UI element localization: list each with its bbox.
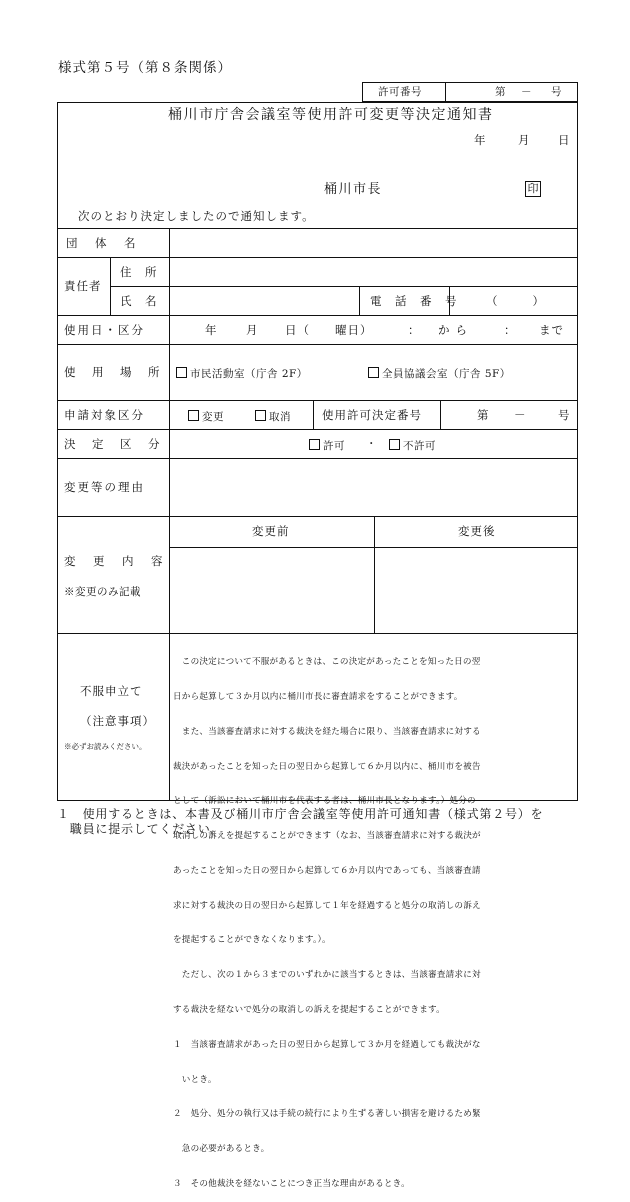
permit-number-dai: 第: [495, 86, 506, 98]
place-label: 使 用 場 所: [64, 365, 162, 379]
use-date-weekday[interactable]: 曜日）: [335, 323, 373, 337]
note-line: 裁決があったことを知った日の翌日から起算して６か月以内に、桶川市を被告: [173, 761, 481, 772]
responsible-label: 責任者: [64, 279, 102, 293]
checkbox-icon: [389, 439, 400, 450]
permit-number-label: 許可番号: [378, 86, 422, 98]
date-month: 月: [518, 133, 531, 147]
use-date-day[interactable]: 日（: [285, 323, 310, 337]
objection-caution: （注意事項）: [80, 714, 155, 728]
before-header: 変更前: [252, 524, 290, 538]
phone-field[interactable]: （ ）: [486, 294, 548, 308]
phone-label: 電 話 番 号: [370, 294, 458, 308]
address-label: 住 所: [120, 265, 158, 279]
use-time-to-colon[interactable]: ：: [504, 323, 517, 337]
decision-option-reject[interactable]: 不許可: [389, 439, 436, 452]
decision-number-dash: －: [514, 408, 527, 422]
note-line: いとき。: [173, 1074, 217, 1085]
decision-option-permit[interactable]: 許可: [309, 439, 345, 452]
decision-label: 決 定 区 分: [64, 437, 162, 451]
change-content-note: ※変更のみ記載: [64, 586, 141, 598]
note-line: また、当該審査請求に対する裁決を経た場合に限り、当該審査請求に対する: [173, 726, 481, 737]
note-line: ただし、次の１から３までのいずれかに該当するときは、当該審査請求に対: [173, 970, 481, 981]
reason-field[interactable]: [172, 460, 575, 514]
form-number: 様式第５号（第８条関係）: [58, 60, 232, 76]
note-line: ２ 処分、処分の執行又は手続の続行により生ずる著しい損害を避けるため緊: [173, 1109, 481, 1120]
decision-number-go: 号: [558, 408, 571, 422]
objection-must-read: ※必ずお読みください。: [64, 742, 147, 751]
checkbox-icon: [255, 410, 266, 421]
checkbox-icon: [188, 410, 199, 421]
note-line: あったことを知った日の翌日から起算して６か月以内であっても、当該審査請: [173, 865, 481, 876]
checkbox-icon: [368, 367, 379, 378]
note-line: する裁決を経ないで処分の取消しの訴えを提起することができます。: [173, 1005, 445, 1015]
checkbox-icon: [309, 439, 320, 450]
note-line: を提起することができなくなります。）。: [173, 935, 331, 946]
date-day: 日: [558, 133, 571, 147]
note-line: 急の必要があるとき。: [173, 1144, 270, 1155]
date-year: 年: [474, 133, 487, 147]
use-date-month[interactable]: 月: [246, 323, 259, 337]
name-label: 氏 名: [120, 294, 158, 308]
note-line: 日から起算して３か月以内に桶川市長に審査請求をすることができます。: [173, 691, 463, 702]
permit-number-dash: －: [521, 86, 532, 98]
intro-text: 次のとおり決定しましたので通知します。: [78, 209, 315, 223]
objection-notes: [173, 634, 481, 1202]
permit-number-go: 号: [551, 86, 562, 98]
apply-option-cancel[interactable]: 取消: [255, 410, 291, 423]
use-date-year[interactable]: 年: [205, 323, 218, 337]
use-time-from-colon[interactable]: ：: [408, 323, 421, 337]
footer-line-1: １ 使用するときは、本書及び桶川市庁舎会議室等使用許可通知書（様式第２号）を: [57, 807, 544, 821]
note-line: 取消しの訴えを提起することができます（なお、当該審査請求に対する裁決が: [173, 831, 481, 842]
apply-type-label: 申請対象区分: [64, 408, 145, 422]
place-option-civic[interactable]: 市民活動室（庁舎 2F）: [176, 367, 308, 380]
form-title: 桶川市庁舎会議室等使用許可変更等決定通知書: [168, 107, 494, 123]
checkbox-icon: [176, 367, 187, 378]
use-date-label: 使用日・区分: [64, 323, 145, 337]
decision-number-label: 使用許可決定番号: [322, 408, 422, 422]
reason-label: 変更等の理由: [64, 480, 145, 494]
decision-number-dai: 第: [477, 408, 490, 422]
note-line: ３ その他裁決を経ないことにつき正当な理由があるとき。: [173, 1178, 410, 1189]
objection-label: 不服申立て: [80, 684, 143, 698]
before-field[interactable]: [172, 550, 371, 632]
note-line: この決定について不服があるときは、この決定があったことを知った日の翌: [173, 657, 481, 668]
note-line: として（訴訟において桶川市を代表する者は、桶川市長となります。）処分の: [173, 796, 476, 807]
apply-option-change[interactable]: 変更: [188, 410, 224, 423]
after-header: 変更後: [458, 524, 496, 538]
seal-mark: 印: [525, 181, 541, 197]
group-name-field[interactable]: [172, 230, 575, 255]
change-content-label: 変 更 内 容: [64, 554, 166, 568]
place-option-council[interactable]: 全員協議会室（庁舎 5F）: [368, 367, 511, 380]
after-field[interactable]: [377, 550, 575, 632]
note-line: １ 当該審査請求があった日の翌日から起算して３か月を経過しても裁決がな: [173, 1039, 481, 1050]
note-line: 求に対する裁決の日の翌日から起算して１年を経過すると処分の取消しの訴え: [173, 900, 481, 911]
use-time-until: まで: [539, 323, 564, 337]
decision-dot: ・: [366, 438, 377, 450]
footer-line-2: 職員に提示してください。: [57, 822, 224, 836]
address-field[interactable]: [172, 259, 575, 284]
use-time-from: から: [438, 323, 473, 337]
name-field[interactable]: [172, 288, 356, 313]
mayor-name: 桶川市長: [324, 182, 383, 197]
group-name-label: 団 体 名: [66, 236, 139, 250]
